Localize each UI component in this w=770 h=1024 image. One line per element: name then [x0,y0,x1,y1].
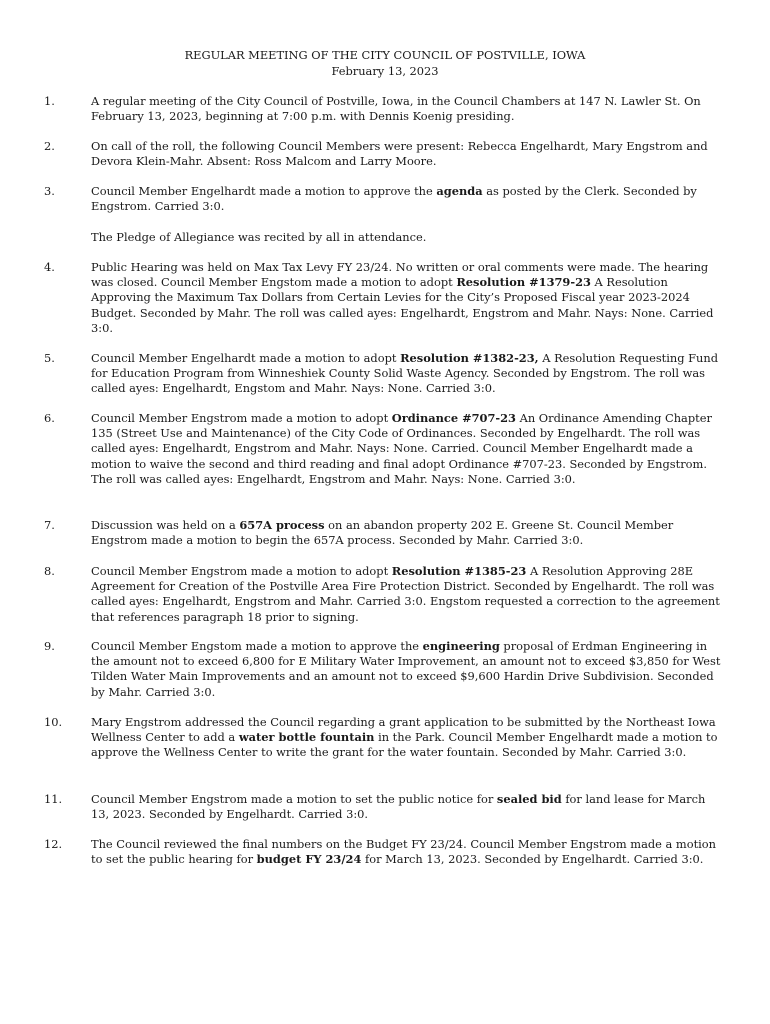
text-run: Council Member Engstrom made a motion to adopt [91,564,392,578]
item-text [91,411,727,487]
item-text [91,792,727,822]
item-text [91,230,727,245]
text-run: A Resolution Requesting Fund for Education Program from Winneshiek County Solid Waste Agency. Seconded by Engstrom. The roll was called ayes: Engelhardt, Engstom and Mahr. Nays: None. Carried 3:0. [91,351,718,396]
bold-keyword: water bottle fountain [238,730,375,745]
bold-keyword: engineering [422,639,500,653]
item-number: 2. [44,139,55,153]
text-run: Council Member Engstrom made a motion to adopt [91,411,392,425]
bold-keyword: budget FY 23/24 [256,852,362,867]
text-run: A Resolution Approving the Maximum Tax Dollars from Certain Levies for the City’s Proposed Fiscal year 2023-2024 Budget. Seconded by Mahr. The roll was called ayes: Engelhardt, Engstrom and Mahr. Nays: None. Carried 3:0. [91,275,714,335]
text-run: The Council reviewed the final numbers on the Budget FY 23/24. Council Member Engstrom made a motion to set the public hearing for [91,837,716,867]
bold-keyword: 657A process [239,518,325,532]
text-run: in the Park. Council Member Engelhardt made a motion to approve the Wellness Center to write the grant for the water fountain. Seconded by Mahr. Carried 3:0. [91,730,718,760]
item-text [91,260,727,336]
text-run: for land lease for March 13, 2023. Seconded by Engelhardt. Carried 3:0. [91,792,706,822]
text-run: Council Member Engelhardt made a motion to approve the [91,184,437,198]
text-run: The Pledge of Allegiance was recited by all in attendance. [91,230,427,244]
text-run: Council Member Engstom made a motion to approve the [91,639,423,653]
text-run: Public Hearing was held on Max Tax Levy FY 23/24. No written or oral comments were made. The hearing was closed. Council Member Engstom made a motion to adopt [91,260,709,290]
bold-keyword: sealed bid [496,792,562,806]
text-run: Council Member Engstrom made a motion to set the public notice for [91,792,497,806]
item-number: 7. [44,518,55,532]
item-text [91,564,727,625]
item-number: 1. [44,94,55,108]
item-number: 4. [44,260,55,274]
item-number: 11. [44,792,63,806]
text-run: A Resolution Approving 28E Agreement for Creation of the Postville Area Fire Protection District. Seconded by Engelhardt. The roll was called ayes: Engelhardt, Engstrom and Mahr. Carried 3:0. Engstom requested a correction to the agreement that references paragraph 18 prior to signing. [91,564,720,624]
item-number: 8. [44,564,55,578]
text-run: Council Member Engelhardt made a motion to adopt [91,351,401,365]
item-text [91,518,727,548]
item-number: 12. [44,837,63,851]
item-text [91,715,727,761]
item-number: 9. [44,639,55,653]
text-run: as posted by the Clerk. Seconded by Engstrom. Carried 3:0. [91,184,697,214]
text-run: on an abandon property 202 E. Greene St. Council Member Engstrom made a motion to begin the 657A process. Seconded by Mahr. Carried 3:0. [91,518,674,548]
item-number: 3. [44,184,55,198]
bold-keyword: agenda [436,184,483,198]
document-title: REGULAR MEETING OF THE CITY COUNCIL OF POSTVILLE, IOWA [184,48,586,62]
bold-keyword: Ordinance #707-23 [391,411,516,425]
text-run: An Ordinance Amending Chapter 135 (Street Use and Maintenance) of the City Code of Ordinances. Seconded by Engelhardt. The roll was called ayes: Engelhardt, Engstrom and Mahr. Nays: None. Carried. Council Member Engelhardt made a motion to waive the second and third reading and final adopt Ordinance #707-23. Seconded by Engstrom. The roll was called ayes: Engelhardt, Engstrom and Mahr. Nays: None. Carried 3:0. [91,411,712,486]
bold-keyword: Resolution #1382-23, [400,351,539,365]
item-text [91,639,727,700]
item-text [91,139,727,169]
item-text [91,184,727,214]
bold-keyword: Resolution #1379-23 [456,275,591,290]
item-text [91,837,727,867]
text-run: On call of the roll, the following Council Members were present: Rebecca Engelhardt, Mary Engstrom and Devora Klein-Mahr. Absent: Ross Malcom and Larry Moore. [91,139,708,169]
item-number: 10. [44,715,63,729]
item-number: 6. [44,411,55,425]
text-run: proposal of Erdman Engineering in the amount not to exceed 6,800 for E Military Water Improvement, an amount not to exceed $3,850 for West Tilden Water Main Improvements and an amount not to exceed $9,600 Hardin Drive Subdivision. Seconded by Mahr. Carried 3:0. [91,639,721,699]
document-header [0,48,770,79]
text-run: Mary Engstrom addressed the Council regarding a grant application to be submitted by the Northeast Iowa Wellness Center to add a [91,715,716,745]
item-number: 5. [44,351,55,365]
text-run: A regular meeting of the City Council of Postville, Iowa, in the Council Chambers at 147 N. Lawler St. On February 13, 2023, beginning at 7:00 p.m. with Dennis Koenig presiding. [91,94,701,124]
bold-keyword: Resolution #1385-23 [391,564,527,578]
item-text [91,94,727,124]
text-run: Discussion was held on a [91,518,240,532]
item-text [91,351,727,397]
text-run: for March 13, 2023. Seconded by Engelhardt. Carried 3:0. [361,852,704,867]
meeting-date: February 13, 2023 [331,63,439,78]
